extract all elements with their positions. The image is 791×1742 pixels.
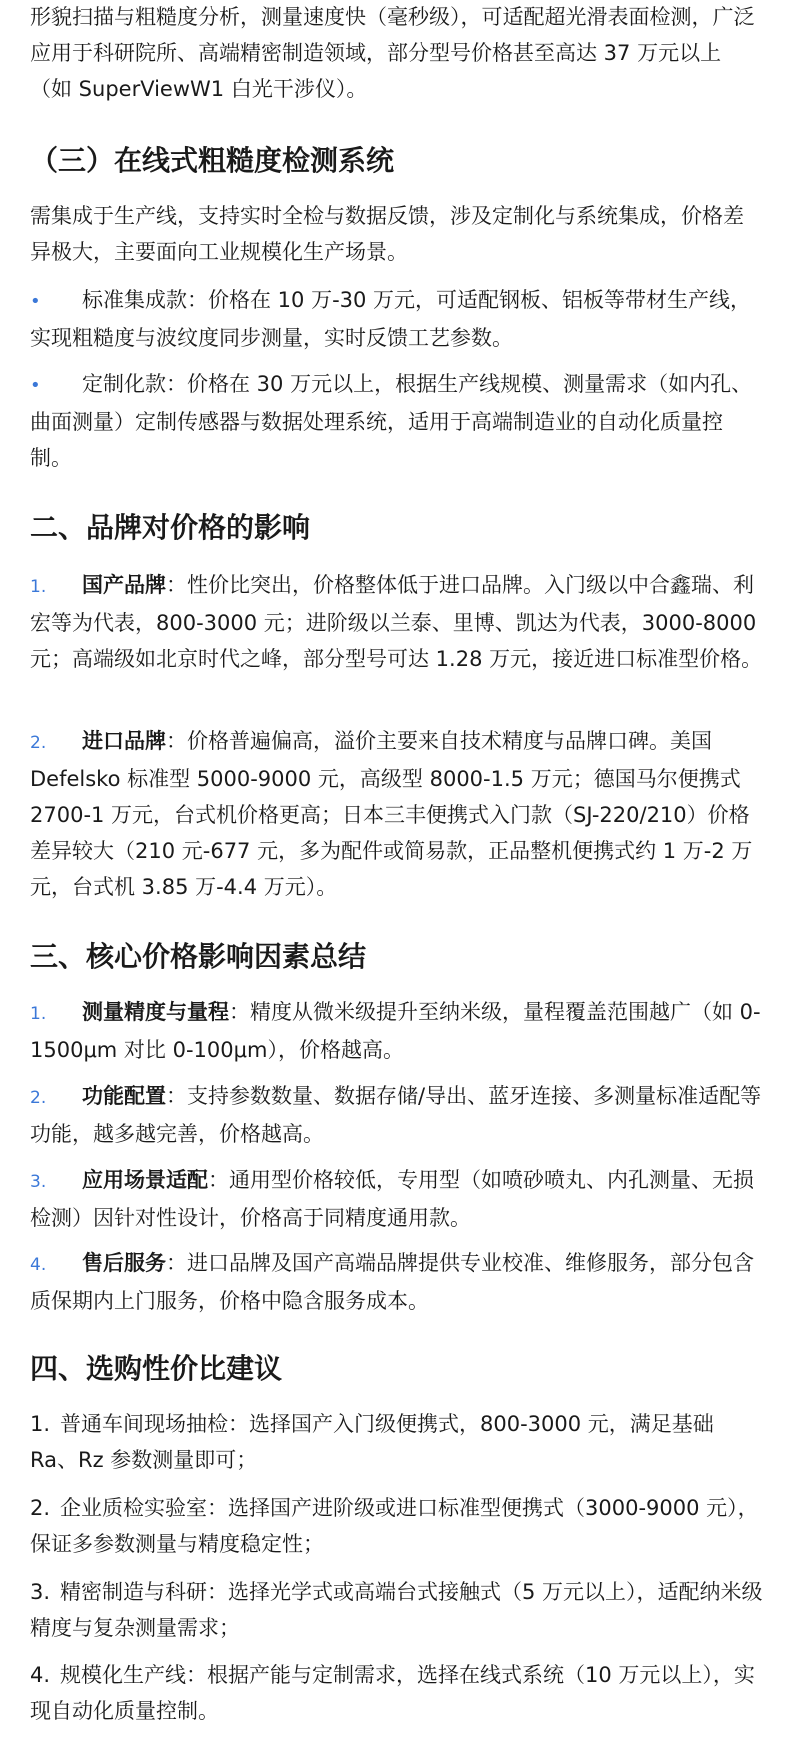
section-factors-title: 三、核心价格影响因素总结 [30,940,367,973]
list-item [30,723,763,905]
list-item [30,1657,763,1729]
number-marker: 2. [30,733,47,753]
section-online-desc: 需集成于生产线，支持实时全检与数据反馈，涉及定制化与系统集成，价格差异极大，主要面向工业规模化生产场景。 [30,204,744,264]
list-item-text: ：价格普遍偏高，溢价主要来自技术精度与品牌口碑。美国 Defelsko 标准型 5000-9000 元，高级型 8000-1.5 万元；德国马尔便携式 2700-1 万元，台式机价格更高；日本三丰便携式入门款（SJ-220/210）价格差异较大（210 元-677 元，多为配件或简易款，正品整机便携式约 1 万-2 万元，台式机 3.85 万-4.4 万元）。 [30,729,753,899]
list-item-text: 普通车间现场抽检：选择国产入门级便携式，800-3000 元，满足基础 Ra、Rz 参数测量即可； [30,1412,714,1472]
list-item-text: ：支持参数数量、数据存储/导出、蓝牙连接、多测量标准适配等功能，越多越完善，价格越高。 [30,1084,762,1146]
list-item-text: ：通用型价格较低，专用型（如喷砂喷丸、内孔测量、无损检测）因针对性设计，价格高于同精度通用款。 [30,1168,754,1230]
intro-paragraph: 形貌扫描与粗糙度分析，测量速度快（毫秒级），可适配超光滑表面检测，广泛应用于科研院所、高端精密制造领域，部分型号价格甚至高达 37 万元以上（如 SuperViewW1 白光干涉仪）。 [30,5,755,101]
list-item [30,994,763,1068]
number-marker: 2. [30,1088,47,1108]
list-item-heading: 应用场景适配 [82,1168,208,1192]
list-item [30,567,763,677]
number-marker: 1. [30,1412,51,1436]
list-item-text: 规模化生产线：根据产能与定制需求，选择在线式系统（10 万元以上），实现自动化质量控制。 [30,1663,755,1723]
number-marker: 1. [30,577,47,597]
number-marker: 3. [30,1172,47,1192]
list-item-text: 标准集成款：价格在 10 万-30 万元，可适配钢板、铝板等带材生产线，实现粗糙度与波纹度同步测量，实时反馈工艺参数。 [30,288,752,350]
bullet-marker: • [30,375,41,396]
list-item [30,1245,763,1319]
list-item [30,282,763,356]
list-item-text: 定制化款：价格在 30 万元以上，根据生产线规模、测量需求（如内孔、曲面测量）定制传感器与数据处理系统，适用于高端制造业的自动化质量控制。 [30,372,753,470]
list-item-text: ：进口品牌及国产高端品牌提供专业校准、维修服务，部分包含质保期内上门服务，价格中隐含服务成本。 [30,1251,754,1313]
list-item-heading: 测量精度与量程 [82,1000,229,1024]
number-marker: 4. [30,1255,47,1275]
list-item [30,366,763,476]
list-item [30,1078,763,1152]
list-item-heading: 售后服务 [82,1251,166,1275]
list-item-text: ：精度从微米级提升至纳米级，量程覆盖范围越广（如 0-1500μm 对比 0-100μm），价格越高。 [30,1000,761,1062]
number-marker: 1. [30,1004,47,1024]
list-item-heading: 国产品牌 [82,573,166,597]
list-item-heading: 功能配置 [82,1084,166,1108]
section-brand-title: 二、品牌对价格的影响 [30,511,311,544]
list-item [30,1162,763,1236]
section-advice-title: 四、选购性价比建议 [30,1352,283,1385]
section-online-title: （三）在线式粗糙度检测系统 [30,144,395,177]
list-item [30,1574,763,1646]
list-item [30,1490,763,1562]
list-item [30,1406,763,1478]
list-item-text: ：性价比突出，价格整体低于进口品牌。入门级以中合鑫瑞、利宏等为代表，800-3000 元；进阶级以兰泰、里博、凯达为代表，3000-8000 元；高端级如北京时代之峰，部分型号可达 1.28 万元，接近进口标准型价格。 [30,573,763,671]
number-marker: 4. [30,1663,51,1687]
number-marker: 2. [30,1496,51,1520]
list-item-text: 精密制造与科研：选择光学式或高端台式接触式（5 万元以上），适配纳米级精度与复杂测量需求； [30,1580,763,1640]
number-marker: 3. [30,1580,51,1604]
list-item-heading: 进口品牌 [82,729,166,753]
bullet-marker: • [30,291,41,312]
list-item-text: 企业质检实验室：选择国产进阶级或进口标准型便携式（3000-9000 元），保证多参数测量与精度稳定性； [30,1496,759,1556]
